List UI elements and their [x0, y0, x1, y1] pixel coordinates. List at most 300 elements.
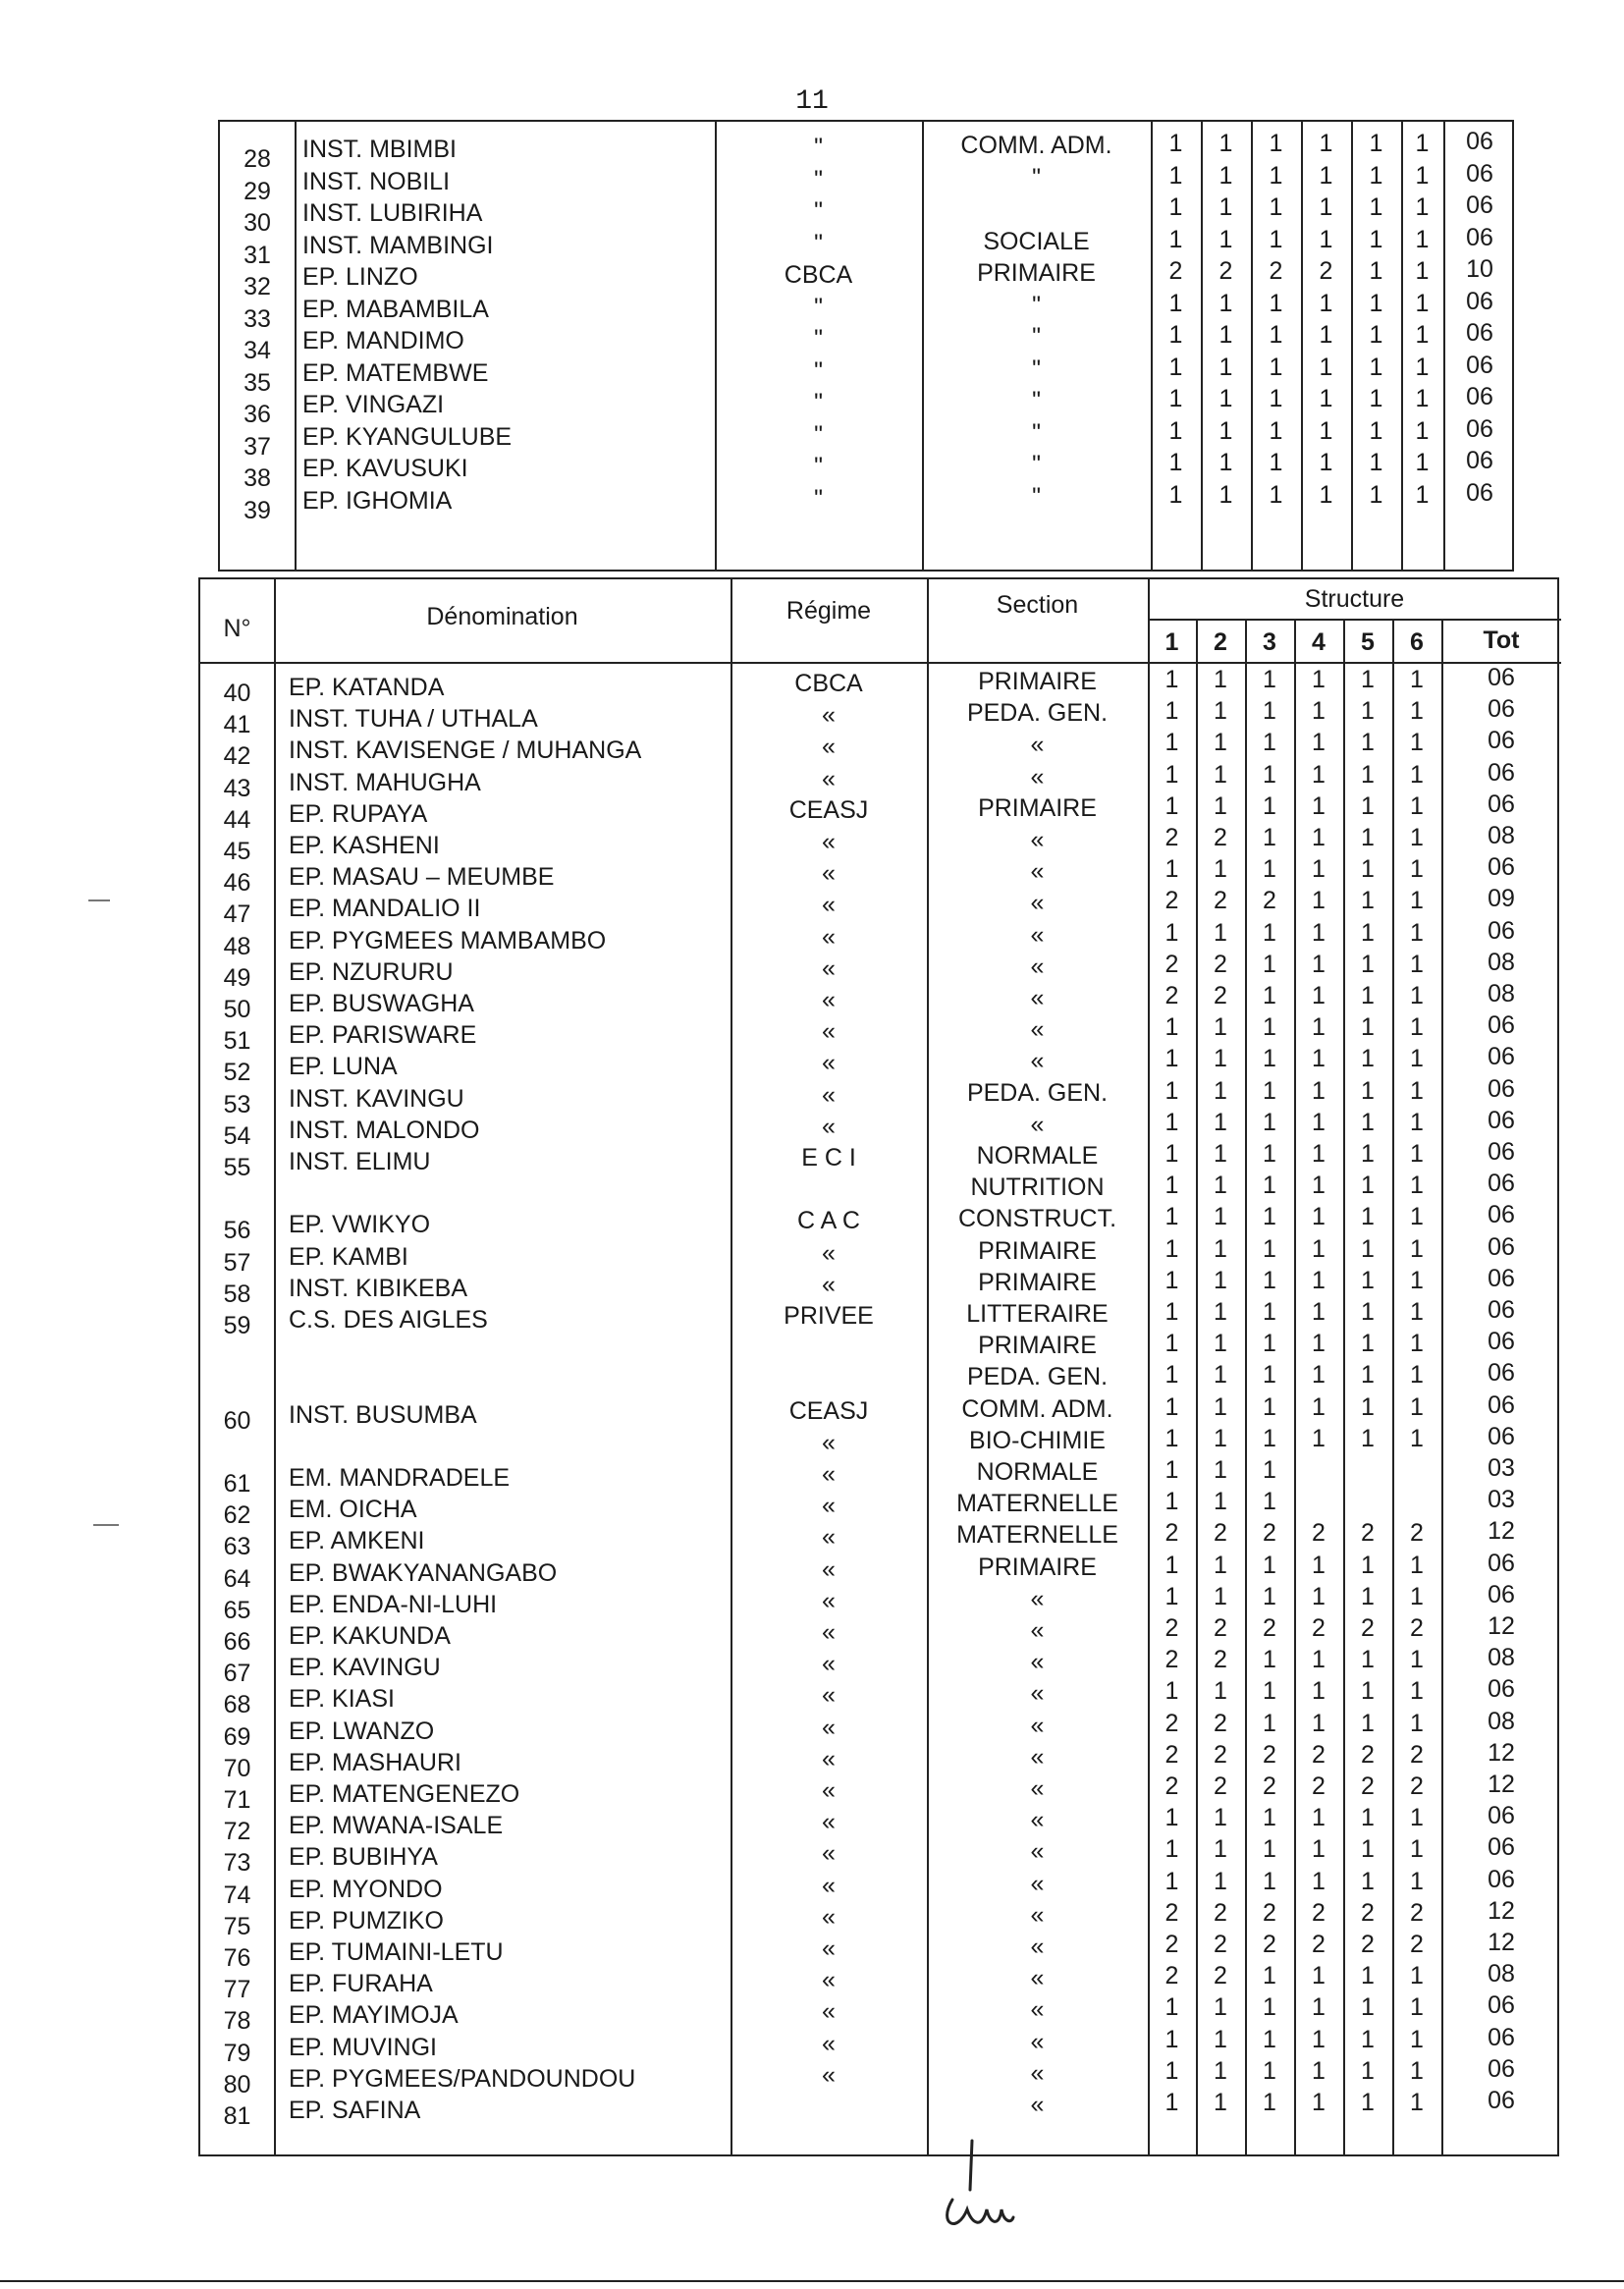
class-count: 1	[1319, 161, 1333, 190]
page-number: 11	[795, 86, 829, 117]
total-count: 12	[1488, 1896, 1515, 1925]
class-count: 1	[1415, 193, 1430, 221]
header-class-4: 4	[1312, 628, 1326, 656]
row-number: 28	[244, 145, 271, 173]
class-count: 1	[1263, 2056, 1276, 2085]
regime: «	[822, 1650, 836, 1678]
class-count: 1	[1410, 1234, 1424, 1263]
class-count: 1	[1410, 1551, 1424, 1579]
regime: «	[822, 859, 836, 888]
class-count: 1	[1410, 1140, 1424, 1168]
school-name: EP. BWAKYANANGABO	[289, 1558, 558, 1587]
section: "	[1032, 451, 1041, 478]
class-count: 1	[1312, 1203, 1326, 1231]
row-number: 64	[223, 1564, 251, 1593]
class-count: 1	[1319, 130, 1333, 157]
class-count: 1	[1415, 321, 1430, 349]
school-name: EP. MATEMBWE	[302, 358, 489, 387]
total-count: 06	[1488, 1580, 1515, 1608]
class-count: 2	[1168, 257, 1183, 285]
section: «	[1030, 731, 1045, 759]
row-number: 78	[223, 2007, 251, 2036]
class-count: 1	[1214, 791, 1227, 820]
class-count: 1	[1263, 1076, 1276, 1105]
school-name: INST. KAVISENGE / MUHANGA	[289, 736, 642, 765]
regime: CEASJ	[788, 795, 869, 824]
class-count: 1	[1164, 1835, 1179, 1864]
class-count: 2	[1164, 1772, 1179, 1800]
school-name: INST. MALONDO	[289, 1116, 480, 1144]
total-count: 12	[1488, 1738, 1515, 1767]
class-count: 1	[1361, 982, 1375, 1009]
class-count: 2	[1214, 1614, 1227, 1642]
school-name: INST. TUHA / UTHALA	[289, 705, 538, 734]
total-count: 06	[1488, 695, 1515, 724]
class-count: 1	[1361, 1804, 1375, 1832]
margin-mark	[88, 899, 110, 901]
class-count: 1	[1164, 1013, 1179, 1042]
regime: CBCA	[784, 261, 853, 289]
class-count: 1	[1410, 791, 1424, 820]
regime: «	[822, 1776, 836, 1804]
class-count: 1	[1164, 1045, 1179, 1073]
class-count: 1	[1263, 1835, 1276, 1864]
class-count: 1	[1410, 1835, 1424, 1864]
row-number: 79	[223, 2039, 251, 2067]
class-count: 2	[1214, 1740, 1227, 1769]
school-name: EP. PYGMEES MAMBAMBO	[289, 926, 607, 954]
class-count: 2	[1214, 1962, 1227, 1990]
row-number: 50	[223, 996, 251, 1023]
row-number: 43	[223, 774, 251, 802]
class-count: 1	[1312, 1835, 1326, 1864]
total-count: 06	[1488, 664, 1515, 691]
total-count: 06	[1488, 2087, 1515, 2114]
class-count: 1	[1263, 1045, 1276, 1073]
regime: «	[822, 828, 836, 855]
section: «	[1030, 1648, 1045, 1676]
class-count: 1	[1410, 1013, 1424, 1042]
regime: «	[822, 1428, 836, 1456]
class-count: 1	[1164, 1330, 1179, 1358]
section: «	[1030, 762, 1045, 790]
row-number: 77	[223, 1976, 251, 2004]
total-count: 06	[1488, 1390, 1515, 1419]
class-count: 2	[1164, 1898, 1179, 1927]
class-count: 1	[1263, 1424, 1276, 1452]
class-count: 1	[1164, 1488, 1179, 1516]
class-count: 1	[1214, 2025, 1227, 2053]
school-name: EP. KAVINGU	[289, 1654, 441, 1682]
margin-mark	[93, 1524, 119, 1526]
class-count: 1	[1410, 1424, 1424, 1452]
section: BIO-CHIMIE	[969, 1426, 1106, 1454]
section: NORMALE	[976, 1458, 1099, 1486]
class-count: 2	[1361, 1614, 1375, 1642]
class-count: 1	[1312, 1709, 1326, 1737]
total-count: 03	[1488, 1486, 1515, 1514]
total-count: 06	[1488, 727, 1515, 755]
class-count: 1	[1263, 1551, 1276, 1579]
header-class-1: 1	[1164, 628, 1179, 656]
class-count: 1	[1410, 1045, 1424, 1073]
class-count: 1	[1361, 918, 1375, 947]
class-count: 1	[1218, 321, 1233, 349]
school-name: EP. AMKENI	[289, 1527, 425, 1555]
section: «	[1030, 889, 1045, 917]
class-count: 1	[1218, 385, 1233, 412]
class-count: 1	[1214, 1361, 1227, 1390]
table-main	[198, 577, 1559, 2156]
regime: "	[814, 229, 823, 257]
school-name: EP. MAYIMOJA	[289, 2001, 459, 2030]
class-count: 1	[1361, 824, 1375, 851]
school-name: EP. MATENGENEZO	[289, 1780, 520, 1808]
total-count: 06	[1466, 383, 1493, 410]
class-count: 1	[1214, 2089, 1227, 2116]
class-count: 2	[1164, 1614, 1179, 1642]
school-name: EP. KIASI	[289, 1685, 395, 1714]
header-structure: Structure	[1304, 585, 1405, 613]
class-count: 1	[1164, 1108, 1179, 1136]
class-count: 2	[1312, 1519, 1326, 1548]
class-count: 1	[1269, 385, 1283, 412]
class-count: 1	[1312, 1867, 1326, 1895]
header-no: N°	[223, 615, 251, 642]
class-count: 1	[1218, 225, 1233, 253]
total-count: 06	[1488, 1865, 1515, 1893]
school-name: INST. NOBILI	[302, 167, 451, 195]
total-count: 06	[1466, 191, 1493, 219]
class-count: 2	[1164, 1646, 1179, 1674]
total-count: 06	[1466, 478, 1493, 507]
regime: «	[822, 1997, 836, 2026]
class-count: 1	[1218, 353, 1233, 381]
section: LITTERAIRE	[966, 1300, 1109, 1328]
row-number: 58	[223, 1280, 251, 1308]
school-name: EP. TUMAINI-LETU	[289, 1938, 504, 1966]
row-number: 69	[223, 1722, 251, 1751]
regime: "	[814, 356, 823, 385]
class-count: 1	[1168, 193, 1183, 221]
regime: PRIVEE	[784, 1302, 874, 1330]
school-name: INST. ELIMU	[289, 1148, 431, 1175]
class-count: 1	[1263, 918, 1276, 947]
school-name: EP. MWANA-ISALE	[289, 1812, 504, 1840]
class-count: 1	[1263, 1140, 1276, 1168]
class-count: 1	[1263, 1330, 1276, 1358]
class-count: 2	[1214, 1646, 1227, 1674]
class-count: 2	[1312, 1740, 1326, 1769]
class-count: 1	[1369, 257, 1383, 285]
regime: «	[822, 1902, 836, 1931]
class-count: 1	[1214, 918, 1227, 947]
regime: «	[822, 1460, 836, 1488]
section: "	[1032, 163, 1041, 191]
section: «	[1030, 984, 1045, 1011]
class-count: 2	[1312, 1614, 1326, 1642]
class-count: 1	[1312, 1804, 1326, 1832]
section: PRIMAIRE	[978, 1268, 1097, 1296]
row-number: 54	[223, 1121, 251, 1150]
class-count: 1	[1269, 225, 1283, 253]
class-count: 1	[1263, 1298, 1276, 1326]
total-count: 12	[1488, 1612, 1515, 1640]
class-count: 2	[1214, 1898, 1227, 1927]
total-count: 06	[1488, 916, 1515, 945]
row-number: 74	[223, 1880, 251, 1909]
class-count: 2	[1263, 887, 1276, 915]
regime: "	[814, 197, 823, 225]
school-name: EP. VINGAZI	[302, 391, 445, 418]
school-name: EP. LINZO	[302, 263, 418, 291]
row-number: 32	[244, 273, 271, 300]
regime: «	[822, 1238, 836, 1267]
row-number: 29	[244, 177, 271, 205]
class-count: 1	[1415, 161, 1430, 190]
class-count: 1	[1369, 353, 1383, 381]
regime: «	[822, 733, 836, 761]
row-number: 40	[223, 680, 251, 707]
class-count: 1	[1415, 225, 1430, 253]
section: PEDA. GEN.	[966, 1078, 1109, 1107]
class-count: 1	[1168, 161, 1183, 190]
row-number: 42	[223, 742, 251, 771]
section: "	[1032, 354, 1041, 383]
class-count: 1	[1263, 824, 1276, 851]
total-count: 06	[1488, 1833, 1515, 1862]
class-count: 1	[1319, 416, 1333, 445]
class-count: 1	[1312, 666, 1326, 693]
section: «	[1030, 1584, 1045, 1612]
class-count: 1	[1361, 1045, 1375, 1073]
class-count: 2	[1361, 1898, 1375, 1927]
regime: «	[822, 1492, 836, 1520]
regime: «	[822, 1112, 836, 1140]
class-count: 1	[1410, 982, 1424, 1009]
class-count: 1	[1263, 791, 1276, 820]
total-count: 06	[1488, 758, 1515, 787]
total-count: 08	[1488, 1644, 1515, 1672]
total-count: 12	[1488, 1771, 1515, 1798]
class-count: 1	[1263, 1646, 1276, 1674]
row-number: 66	[223, 1628, 251, 1656]
class-count: 1	[1269, 416, 1283, 445]
class-count: 1	[1269, 289, 1283, 317]
class-count: 1	[1218, 480, 1233, 509]
class-count: 1	[1312, 855, 1326, 884]
class-count: 1	[1312, 697, 1326, 726]
header-name: Dénomination	[426, 603, 578, 630]
school-name: EP. ENDA-NI-LUHI	[289, 1590, 498, 1618]
class-count: 1	[1263, 2025, 1276, 2053]
class-count: 2	[1214, 1931, 1227, 1958]
school-name: EM. MANDRADELE	[289, 1464, 511, 1492]
class-count: 1	[1263, 1804, 1276, 1832]
class-count: 2	[1214, 1519, 1227, 1548]
header-section: Section	[996, 591, 1079, 619]
school-name: EP. KAVUSUKI	[302, 455, 468, 482]
class-count: 1	[1312, 1234, 1326, 1263]
class-count: 1	[1164, 1551, 1179, 1579]
regime: CEASJ	[788, 1396, 869, 1425]
class-count: 2	[1164, 982, 1179, 1009]
class-count: 1	[1369, 449, 1383, 476]
class-count: 1	[1369, 130, 1383, 157]
total-count: 06	[1488, 1296, 1515, 1324]
total-count: 06	[1466, 223, 1493, 251]
footer-rule	[0, 2280, 1624, 2282]
school-name: EP. KYANGULUBE	[302, 422, 513, 451]
school-name: C.S. DES AIGLES	[289, 1306, 488, 1334]
class-count: 2	[1410, 1931, 1424, 1958]
row-number: 35	[244, 368, 271, 397]
regime: "	[814, 453, 823, 480]
class-count: 1	[1269, 161, 1283, 190]
section: PRIMAIRE	[978, 668, 1097, 695]
class-count: 1	[1369, 416, 1383, 445]
class-count: 1	[1214, 1677, 1227, 1706]
class-count: 1	[1410, 1709, 1424, 1737]
class-count: 1	[1164, 1266, 1179, 1294]
regime: "	[814, 165, 823, 193]
class-count: 2	[1269, 257, 1283, 285]
class-count: 1	[1319, 449, 1333, 476]
class-count: 1	[1263, 1392, 1276, 1421]
section: «	[1030, 1900, 1045, 1929]
class-count: 2	[1164, 950, 1179, 978]
class-count: 1	[1168, 289, 1183, 317]
section: PEDA. GEN.	[966, 699, 1109, 728]
school-name: EP. MUVINGI	[289, 2033, 437, 2061]
class-count: 1	[1361, 1203, 1375, 1231]
row-number: 46	[223, 869, 251, 898]
class-count: 1	[1361, 1392, 1375, 1421]
school-name: EP. SAFINA	[289, 2097, 421, 2124]
class-count: 1	[1263, 1962, 1276, 1990]
total-count: 06	[1488, 1232, 1515, 1261]
class-count: 1	[1218, 193, 1233, 221]
class-count: 2	[1410, 1519, 1424, 1548]
section: NORMALE	[976, 1142, 1099, 1170]
class-count: 1	[1269, 321, 1283, 349]
row-number: 44	[223, 805, 251, 834]
school-name: INST. MBIMBI	[302, 136, 457, 163]
class-count: 1	[1214, 666, 1227, 693]
class-count: 1	[1164, 760, 1179, 789]
school-name: EP. KAKUNDA	[289, 1622, 451, 1650]
class-count: 1	[1369, 225, 1383, 253]
class-count: 1	[1319, 193, 1333, 221]
class-count: 2	[1164, 1931, 1179, 1958]
total-count: 06	[1466, 414, 1493, 443]
class-count: 2	[1263, 1931, 1276, 1958]
class-count: 1	[1164, 1076, 1179, 1105]
class-count: 1	[1410, 950, 1424, 978]
class-count: 1	[1415, 480, 1430, 509]
section: «	[1030, 857, 1045, 886]
class-count: 1	[1214, 1234, 1227, 1263]
class-count: 1	[1361, 2089, 1375, 2116]
total-count: 08	[1488, 948, 1515, 976]
row-number: 37	[244, 432, 271, 461]
section: PRIMAIRE	[978, 1553, 1097, 1581]
class-count: 1	[1164, 666, 1179, 693]
section: MATERNELLE	[956, 1490, 1118, 1518]
class-count: 2	[1164, 1519, 1179, 1548]
class-count: 2	[1312, 1898, 1326, 1927]
class-count: 1	[1319, 289, 1333, 317]
school-name: EP. PUMZIKO	[289, 1906, 444, 1935]
class-count: 1	[1415, 257, 1430, 285]
class-count: 1	[1312, 1993, 1326, 2022]
row-number: 49	[223, 963, 251, 992]
regime: "	[814, 134, 823, 161]
class-count: 1	[1214, 1076, 1227, 1105]
class-count: 1	[1361, 697, 1375, 726]
row-number: 63	[223, 1533, 251, 1561]
row-number: 71	[223, 1786, 251, 1814]
class-count: 2	[1263, 1740, 1276, 1769]
class-count: 1	[1312, 1045, 1326, 1073]
regime: "	[814, 389, 823, 416]
class-count: 2	[1410, 1740, 1424, 1769]
class-count: 1	[1168, 416, 1183, 445]
class-count: 1	[1263, 1456, 1276, 1484]
regime: «	[822, 1523, 836, 1552]
class-count: 1	[1214, 1804, 1227, 1832]
class-count: 1	[1168, 480, 1183, 509]
class-count: 1	[1214, 697, 1227, 726]
class-count: 1	[1361, 1646, 1375, 1674]
class-count: 1	[1214, 1488, 1227, 1516]
class-count: 1	[1410, 1804, 1424, 1832]
class-count: 1	[1263, 1108, 1276, 1136]
class-count: 1	[1168, 385, 1183, 412]
class-count: 1	[1214, 855, 1227, 884]
class-count: 1	[1164, 1993, 1179, 2022]
section: «	[1030, 920, 1045, 949]
class-count: 1	[1312, 1677, 1326, 1706]
class-count: 1	[1168, 321, 1183, 349]
class-count: 1	[1410, 1298, 1424, 1326]
class-count: 2	[1410, 1898, 1424, 1927]
total-count: 06	[1466, 159, 1493, 188]
class-count: 1	[1263, 1677, 1276, 1706]
class-count: 1	[1319, 321, 1333, 349]
total-count: 08	[1488, 980, 1515, 1008]
class-count: 2	[1410, 1614, 1424, 1642]
class-count: 1	[1410, 2025, 1424, 2053]
school-name: INST. KAVINGU	[289, 1084, 464, 1113]
header-regime: Régime	[785, 597, 872, 625]
class-count: 2	[1312, 1772, 1326, 1800]
section: «	[1030, 1806, 1045, 1834]
class-count: 2	[1214, 887, 1227, 915]
total-count: 12	[1488, 1929, 1515, 1956]
row-number: 47	[223, 900, 251, 929]
class-count: 1	[1312, 1551, 1326, 1579]
class-count: 1	[1361, 1266, 1375, 1294]
total-count: 06	[1488, 1991, 1515, 2020]
section: PRIMAIRE	[978, 793, 1097, 822]
row-number: 34	[244, 337, 271, 364]
row-number: 41	[223, 711, 251, 739]
class-count: 1	[1312, 1013, 1326, 1042]
class-count: 1	[1312, 918, 1326, 947]
class-count: 1	[1214, 1867, 1227, 1895]
class-count: 1	[1312, 729, 1326, 757]
